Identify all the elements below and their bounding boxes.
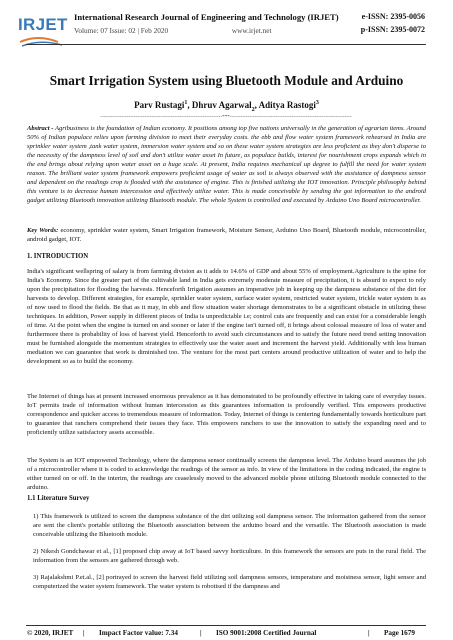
- intro-paragraph: The Internet of things has at present increased enormous prevalence as it has demonstrated to be profoundly effective in taking care of everyday issues. IoT permits trade of information without human intercession as this guarantees information is profoundly verified. This empowers productive correspondence and quicker access to tremendous measure of information. Today, Internet of things is centering fundamentally towards horticulture part to guarantee that ranchers comprehend their issues they face. This empowers ranchers to use the innovation to satisfy the expanding need and to proficiently utilize satisfactory assets accessible.: [27, 393, 426, 437]
- volume-line: [74, 26, 271, 35]
- author-list: Parv Rustagi$^1$, Dhruv Agarwal$_2$, Aditya Rastogi$^3$: [134, 100, 319, 113]
- abstract-label: Abstract -: [27, 125, 54, 132]
- intro-paragraph: India's significant wellspring of salary is from farming division as it adds to 14.6% of GDP and about 55% of employment.Agriculture is the spine for India's Economy. Since the greater part of the cultivable land in India gets extremely moderate measure of precipitation, it is absurd to expect to rely upon the precipitation for flooding the harvests. Henceforth Irrigation assumes an imperative job in keeping up the dampness substance of the dirt for harvests to develop. Different strategies, for example, sprinkler water system, surface water system, restricted water system, trickle water system is as of now used to flood the fields. Be that as it may, in ebb and flow situation water shortage demonstrates to be a significant obstacle in utilizing these techniques. In addition, Power supply in different pieces of India is unpredictable i.e; control cuts are frequently and can exist for a considerable length of time. At the point when the engine is turned on and sooner or later if the engine isn't turned off, it brings about colossal measure of loss of water and furthermore there is probability of loss of harvest yield. Henceforth to avoid such circumstances and to satisfy the future need trend setting innovation must be furnished alongside the momentum strategies to effectively use the water asset and increment the harvest yield. Additionally with less human mediation we can guarantee that work is diminished too. The venture for the most part centers around productive utilization of water and to help the development so as to build the economy.: [27, 268, 426, 366]
- keywords-label: Key Words:: [27, 227, 59, 234]
- journal-title: International Research Journal of Engineering and Technology (IRJET): [74, 12, 339, 22]
- author-name: Aditya Rastogi: [258, 100, 316, 110]
- section-heading-literature-survey: 1.1 Literature Survey: [27, 495, 90, 502]
- footer-divider: [26, 625, 426, 626]
- abstract: [27, 124, 426, 205]
- keywords-text: economy, sprinkler water system, Smart Irrigation framework, Moisture Sensor, Arduino Uno Board, Bluetooth module, microcontroller, android gadget, IOT.: [27, 227, 427, 244]
- p-issn: p-ISSN: 2395-0072: [360, 25, 425, 34]
- footer-separator: |: [200, 629, 202, 637]
- e-issn: e-ISSN: 2395-0056: [361, 12, 425, 21]
- author-affiliation-mark: 2: [251, 106, 255, 113]
- footer-copyright: © 2020, IRJET: [27, 629, 74, 637]
- author-affiliation-mark: 3: [315, 100, 319, 106]
- author-affiliation-mark: 1: [184, 100, 188, 106]
- keywords: [27, 226, 426, 244]
- literature-item: 2) Nikesh Gondchawar et al., [1] proposed chip away at IoT based savvy horticulture. In this framework the sensors are puts in the rural field. The information from the sensors are gathered through web.: [33, 548, 426, 565]
- logo-text: IRJET: [18, 15, 68, 34]
- footer-separator: |: [368, 629, 370, 637]
- section-heading-introduction: 1. INTRODUCTION: [27, 253, 89, 260]
- journal-header: [0, 0, 453, 58]
- website-link[interactable]: www.irjet.net: [231, 26, 272, 35]
- footer-iso: ISO 9001:2008 Certified Journal: [216, 629, 317, 637]
- volume-info: Volume: 07 Issue: 02 | Feb 2020: [74, 26, 169, 35]
- section-separator: ---------------------------------------------------------------------***---------------------------------------------------------------------: [100, 115, 352, 120]
- footer-page-number: Page 1679: [384, 629, 415, 637]
- footer-separator: |: [83, 629, 85, 637]
- journal-logo: [18, 12, 66, 52]
- literature-item: 3) Rajalakshmi P.et.al., [2] portrayed to screen the harvest field utilizing soil dampness sensors, temperature and moistness sensor, light sensor and computerized the water system framework. The water system is robotised if the dampness and: [33, 574, 426, 591]
- abstract-text: Agribusiness is the foundation of Indian economy. It positions among top five nations universally in the generation of agrarian items. Around 50% of Indian populace relies upon farming division to meet their everyday costs. the ebb and flow water system framework rehearsed in India are sprinkler water system ,tank water system, immersion water system and so on these water system strategies are less proficient as they don't disperse to the necessity of the dampness level of soil and don't utilize water asset In future, as populace builds, interest for nourishment crops expands which in the end brings about relying upon water asset on a huge scale. At present, India requires mechanical up degree to fulfill the need for water system reason. The brilliant water system framework empowers proficient usage of water as soil is always observed with the assistance of dampness sensor and dependent on the readings crop is flooded with the assistance of engine. This is finished utilizing the IOT innovation. Principle philosophy behind this venture is to decrease human intercession and effectively utilize water. This is made conceivable by sending the got information to the android gadget utilizing Bluetooth innovation utilizing Bluetooth module. The whole System is controlled and executed by Arduino Uno Board microcontroller.: [27, 125, 426, 205]
- paper-title: Smart Irrigation System using Bluetooth Module and Arduino: [49, 73, 404, 88]
- author-name: Dhruv Agarwal: [191, 100, 252, 110]
- intro-paragraph: The System is an IOT empowered Technology, where the dampness sensor continually screens the dampness level. The Arduino board assumes the job of a microcontroller where it is coded to acknowledge the readings of the sensor as info. In view of the limitations in the coding indicated, the engine is either turned on or off. In the interim, the readings are ceaselessly moved to the advanced mobile phone utilizing Bluetooth module connected to the arduino.: [27, 457, 426, 492]
- footer-impact-factor: Impact Factor value: 7.34: [99, 629, 178, 637]
- header-divider: [26, 44, 426, 45]
- literature-item: 1) This framework is utilized to screen the dampness substance of the dirt utilizing soil dampness sensor. The information gathered from the sensor are sent the client's portable utilizing the Bluetooth association between the arduino board and the versatile. The Bluetooth association is made conceivable utilizing the Bluetooth module.: [33, 513, 426, 539]
- author-name: Parv Rustagi: [134, 100, 185, 110]
